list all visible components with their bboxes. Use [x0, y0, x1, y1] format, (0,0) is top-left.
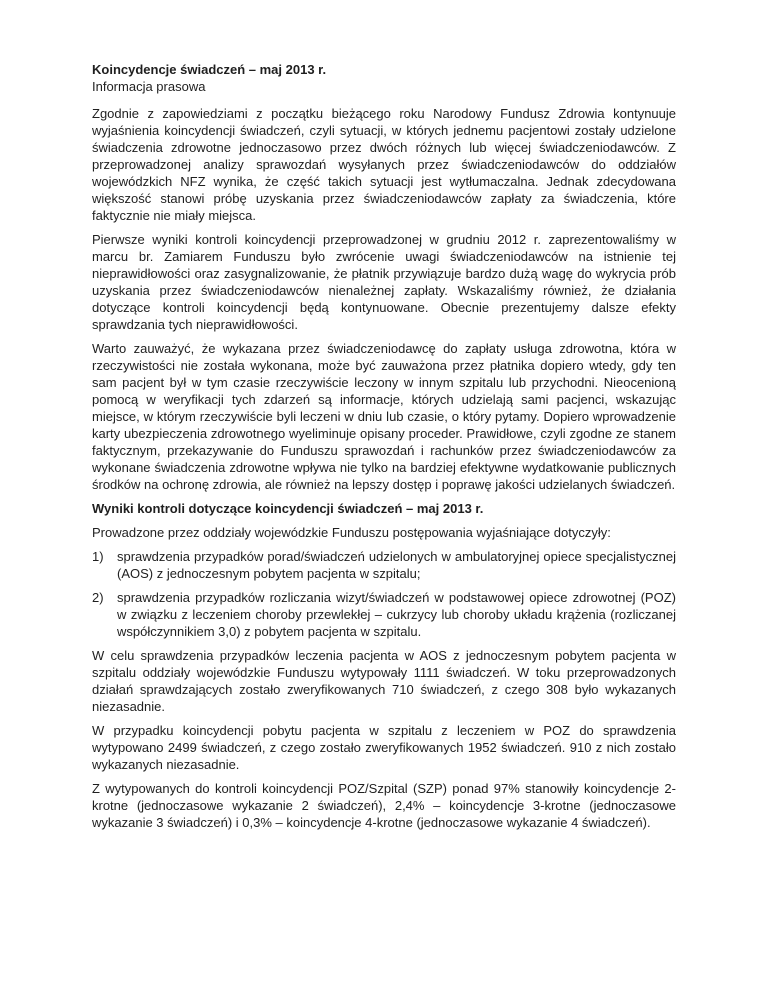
results-paragraph-2: W przypadku koincydencji pobytu pacjenta w szpitalu z leczeniem w POZ do sprawdzenia wytypowano 2499 świadczeń, z czego zostało zweryfikowanych 1952 świadczeń. 910 z nich zostało wykazanych niezasadnie.	[92, 723, 676, 772]
intro-paragraph-3: Warto zauważyć, że wykazana przez świadczeniodawcę do zapłaty usługa zdrowotna, która w rzeczywistości nie została wykonana, może być zauważona przez płatnika dopiero wtedy, gdy ten sam pacjent był w tym czasie rzeczywiście leczony w innym szpitalu lub przychodni. Nieocenioną pomocą w weryfikacji tych zdarzeń są informacje, których udzielają sami pacjenci, wskazując miejsce, w którym rzeczywiście byli leczeni w dniu lub czasie, o który pytamy. Dopiero wprowadzenie karty ubezpieczenia zdrowotnego wyeliminuje opisany proceder. Prawidłowe, czyli zgodne ze stanem faktycznym, przekazywanie do Funduszu sprawozdań i rachunków przez świadczeniodawców za wykonane świadczenia zdrowotne wpływa nie tylko na bardziej efektywne wydatkowanie publicznych środków na ochronę zdrowia, ale również na lepszy dostęp i poprawę jakości udzielanych świadczeń.	[92, 341, 676, 492]
list-item-2-text: sprawdzenia przypadków rozliczania wizyt/świadczeń w podstawowej opiece zdrowotnej (POZ) w związku z leczeniem choroby przewlekłej – cukrzycy lub choroby układu krążenia (rozliczanej współczynnikiem 3,0) z pobytem pacjenta w szpitalu.	[117, 590, 676, 639]
list-item-2	[92, 589, 676, 640]
list-item-1-number: 1)	[92, 549, 104, 564]
document-title: Koincydencje świadczeń – maj 2013 r.	[92, 62, 327, 77]
list-item-2-number: 2)	[92, 590, 104, 605]
results-paragraph-3: Z wytypowanych do kontroli koincydencji POZ/Szpital (SZP) ponad 97% stanowiły koincydencje 2-krotne (jednoczasowe wykazanie 2 świadczeń), 2,4% – koincydencje 3-krotne (jednoczasowe wykazanie 3 świadczeń) i 0,3% – koincydencje 4-krotne (jednoczasowe wykazanie 4 świadczeń).	[92, 781, 676, 830]
list-item-1	[92, 548, 676, 582]
intro-paragraph-1: Zgodnie z zapowiedziami z początku bieżącego roku Narodowy Fundusz Zdrowia kontynuuje wyjaśnienia koincydencji świadczeń, czyli sytuacji, w których jednemu pacjentowi zostały udzielone świadczenia zdrowotne jednoczasowo przez dwóch różnych lub więcej świadczeniodawców. Z przeprowadzonej analizy sprawozdań wysyłanych przez świadczeniodawców do oddziałów wojewódzkich NFZ wynika, że część takich sytuacji jest wytłumaczalna. Jednak zdecydowana większość stanowi próbę uzyskania przez świadczeniodawców zapłaty za świadczenia, które faktycznie nie miały miejsca.	[92, 106, 676, 223]
results-paragraph-1: W celu sprawdzenia przypadków leczenia pacjenta w AOS z jednoczesnym pobytem pacjenta w szpitalu oddziały wojewódzkie Funduszu wytypowały 1111 świadczeń. W toku przeprowadzonych działań sprawdzających zostało zweryfikowanych 710 świadczeń, z czego 308 było wykazanych niezasadnie.	[92, 648, 676, 714]
list-intro: Prowadzone przez oddziały wojewódzkie Funduszu postępowania wyjaśniające dotyczyły:	[92, 525, 611, 540]
document-content	[92, 61, 676, 838]
intro-paragraph-2: Pierwsze wyniki kontroli koincydencji przeprowadzonej w grudniu 2012 r. zaprezentowaliśmy w marcu br. Zamiarem Funduszu było zwrócenie uwagi świadczeniodawców na istnienie tej nieprawidłowości oraz zasygnalizowanie, że płatnik przywiązuje bardzo dużą wagę do wykrycia prób uzyskania przez świadczeniodawców nienależnej zapłaty. Wskazaliśmy również, że działania dotyczące kontroli koincydencji będą kontynuowane. Obecnie prezentujemy dalsze efekty sprawdzania tych nieprawidłowości.	[92, 232, 676, 332]
document-subtitle: Informacja prasowa	[92, 79, 206, 94]
section-heading: Wyniki kontroli dotyczące koincydencji świadczeń – maj 2013 r.	[92, 501, 484, 516]
list-item-1-text: sprawdzenia przypadków porad/świadczeń udzielonych w ambulatoryjnej opiece specjalistycznej (AOS) z jednoczesnym pobytem pacjenta w szpitalu;	[117, 549, 676, 581]
